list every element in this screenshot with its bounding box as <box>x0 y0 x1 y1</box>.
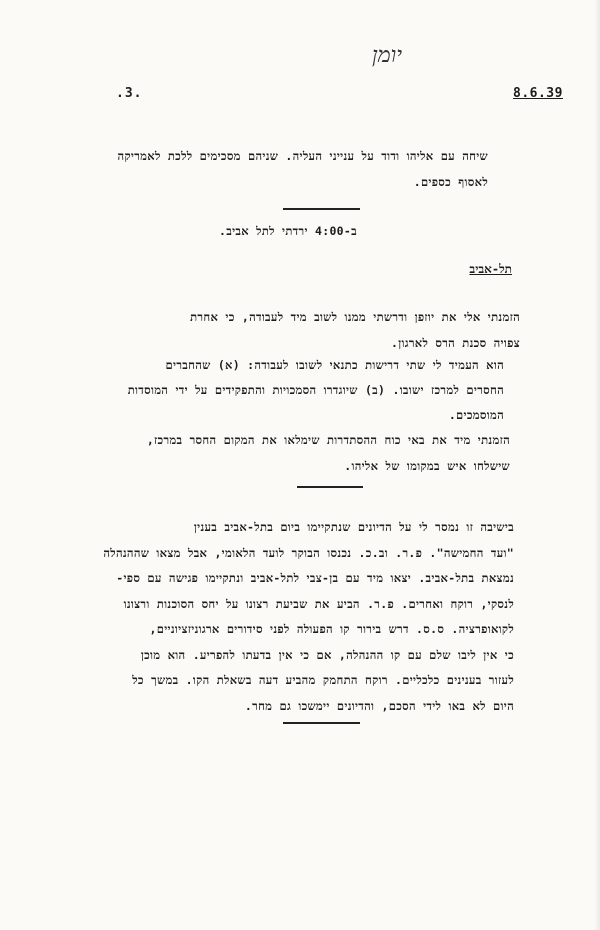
paragraph-1-line-1: שיחה עם אליהו ודוד על ענייני העליה. שניהם מסכימים ללכת לאמריקה <box>117 149 488 163</box>
paragraph-3-line-1: הוא העמיד לי שתי דרישות כתנאי לשובו לעבודה: (א) שהחברים <box>165 358 504 372</box>
paragraph-3-line-2: החסרים למרכז ישובו. (ב) שיוגדרו הסמכויות והתפקידים על ידי המוסדות <box>127 383 504 397</box>
paragraph-3-line-3: המוסמכים. <box>448 408 504 422</box>
paragraph-5-line-3: נמצאת בתל-אביב. יצאו מיד עם בן-צבי לתל-אביב ונתקיימו פגישה עם ספי- <box>116 571 514 585</box>
paragraph-5-line-6: כי אין ליבו שלם עם קו ההנהלה, אם כי אין בדעתו להפריע. הוא מוכן <box>140 648 514 662</box>
travel-line: ב-4:00 ירדתי לתל אביב. <box>219 224 357 238</box>
paragraph-4-line-1: הזמנתי מיד את באי כוח ההסתדרות שימלאו את המקום החסר במרכז, <box>146 433 510 447</box>
handwritten-note: יומן <box>372 43 403 68</box>
document-date: 8.6.39 <box>513 86 563 101</box>
paragraph-2-line-2: צפויה סכנת הרס לארגון. <box>391 336 520 350</box>
paragraph-1-line-2: לאסוף כספים. <box>413 175 488 189</box>
paragraph-5-line-4: לנסקי, רוקח ואחרים. פ.ר. הביע את שביעת רצונו על יחס הסוכנות ורצונו <box>123 597 514 611</box>
paragraph-5-line-2: "ועד החמישה". פ.ר. וב.כ. נכנסו הבוקר לועד הלאומי, אבל מצאו שההנהלה <box>103 546 514 560</box>
paragraph-5-line-1: בישיבה זו נמסר לי על הדיונים שנתקיימו ביום בתל-אביב בענין <box>193 520 514 534</box>
paragraph-2-line-1: הזמנתי אלי את יוזפן ודרשתי ממנו לשוב מיד לעבודה, כי אחרת <box>190 310 520 324</box>
paragraph-5-line-7: לעזור בענינים כלכליים. רוקח התחמק מהביע דעה בשאלת הקו. במשך כל <box>132 673 514 687</box>
page-number: .3. <box>116 86 143 101</box>
page-edge-shadow <box>594 0 600 930</box>
paragraph-4-line-2: שישלחו איש במקומו של אליהו. <box>344 459 510 473</box>
divider-3 <box>283 722 360 724</box>
section-heading: תל-אביב <box>469 262 512 276</box>
paragraph-5-line-8: היום לא באו לידי הסכם, והדיונים יימשכו גם מחר. <box>244 699 514 713</box>
divider-2 <box>297 486 363 488</box>
divider-1 <box>283 208 360 210</box>
paragraph-5-line-5: לקואופרציה. ס.ס. דרש בירור קו הפעולה לפני סידורים ארגוניזציוניים, <box>149 622 514 636</box>
